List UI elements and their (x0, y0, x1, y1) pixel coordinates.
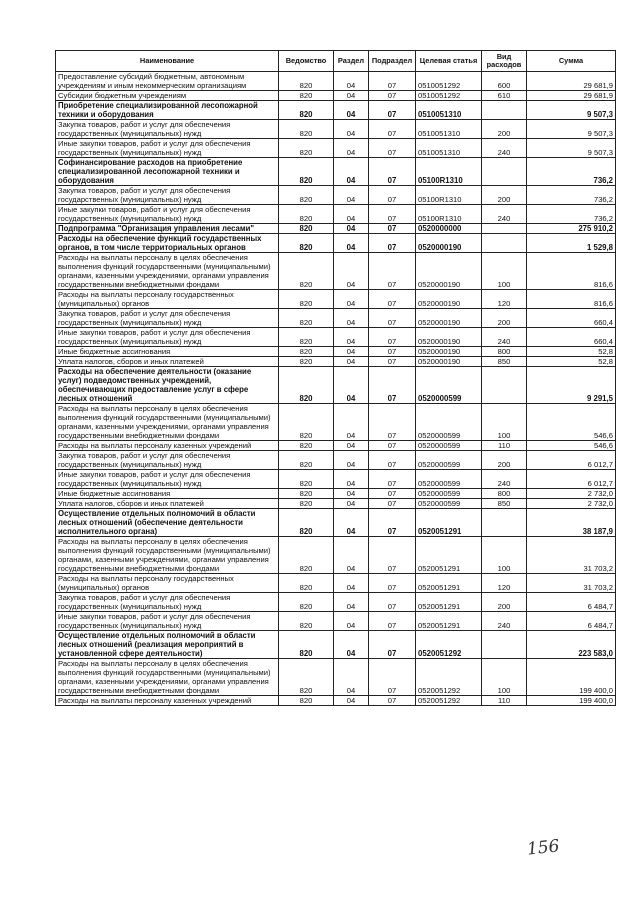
row-section-cell: 04 (334, 509, 369, 537)
row-kind-cell (482, 631, 527, 659)
row-dept-cell: 820 (279, 205, 334, 224)
row-name-cell: Расходы на выплаты персоналу в целях обеспечения выполнения функций государственными (муниципальными) органами, казенными учреждениями, органами управления государственными внебюджетными фондами (56, 253, 279, 290)
row-section-cell: 04 (334, 489, 369, 499)
row-name-cell: Закупка товаров, работ и услуг для обеспечения государственных (муниципальных) нужд (56, 186, 279, 205)
row-dept-cell: 820 (279, 574, 334, 593)
row-subsection-cell: 07 (369, 537, 416, 574)
row-dept-cell: 820 (279, 101, 334, 120)
row-kind-cell: 240 (482, 328, 527, 347)
row-subsection-cell: 07 (369, 186, 416, 205)
table-row (56, 574, 616, 593)
row-amount-cell: 275 910,2 (527, 224, 616, 234)
table-row (56, 158, 616, 186)
row-section-cell: 04 (334, 328, 369, 347)
row-amount-cell: 199 400,0 (527, 696, 616, 706)
table-header-row (56, 51, 616, 72)
row-target-cell: 0520000190 (416, 347, 482, 357)
row-section-cell: 04 (334, 441, 369, 451)
row-subsection-cell: 07 (369, 593, 416, 612)
row-subsection-cell: 07 (369, 631, 416, 659)
table-row (56, 509, 616, 537)
row-amount-cell: 546,6 (527, 441, 616, 451)
row-kind-cell: 100 (482, 253, 527, 290)
row-amount-cell: 660,4 (527, 328, 616, 347)
row-target-cell: 0520051291 (416, 509, 482, 537)
row-kind-cell (482, 367, 527, 404)
row-kind-cell: 100 (482, 537, 527, 574)
row-kind-cell: 110 (482, 441, 527, 451)
row-dept-cell: 820 (279, 499, 334, 509)
header-kind: Вид расходов (482, 51, 527, 72)
row-section-cell: 04 (334, 574, 369, 593)
row-kind-cell: 120 (482, 574, 527, 593)
row-amount-cell: 38 187,9 (527, 509, 616, 537)
row-dept-cell: 820 (279, 139, 334, 158)
row-kind-cell: 110 (482, 696, 527, 706)
row-name-cell: Закупка товаров, работ и услуг для обеспечения государственных (муниципальных) нужд (56, 593, 279, 612)
row-kind-cell: 200 (482, 186, 527, 205)
row-section-cell: 04 (334, 91, 369, 101)
table-row (56, 441, 616, 451)
row-section-cell: 04 (334, 499, 369, 509)
row-subsection-cell: 07 (369, 253, 416, 290)
row-name-cell: Расходы на обеспечение деятельности (оказание услуг) подведомственных учреждений, обеспечивающих предоставление услуг в сфере лесных отношений (56, 367, 279, 404)
row-subsection-cell: 07 (369, 367, 416, 404)
table-row (56, 537, 616, 574)
row-target-cell: 0520000000 (416, 224, 482, 234)
row-subsection-cell: 07 (369, 659, 416, 696)
table-row (56, 101, 616, 120)
row-target-cell: 0520000599 (416, 470, 482, 489)
row-dept-cell: 820 (279, 253, 334, 290)
row-subsection-cell: 07 (369, 489, 416, 499)
row-dept-cell: 820 (279, 367, 334, 404)
row-subsection-cell: 07 (369, 101, 416, 120)
row-subsection-cell: 07 (369, 357, 416, 367)
table-row (56, 309, 616, 328)
row-target-cell: 0520000599 (416, 441, 482, 451)
row-section-cell: 04 (334, 309, 369, 328)
row-subsection-cell: 07 (369, 328, 416, 347)
row-target-cell: 0520000599 (416, 367, 482, 404)
row-target-cell: 0520051291 (416, 574, 482, 593)
table-row (56, 499, 616, 509)
row-target-cell: 0510051310 (416, 101, 482, 120)
row-amount-cell: 31 703,2 (527, 537, 616, 574)
row-amount-cell: 199 400,0 (527, 659, 616, 696)
row-amount-cell: 1 529,8 (527, 234, 616, 253)
row-section-cell: 04 (334, 120, 369, 139)
row-target-cell: 0520000190 (416, 253, 482, 290)
row-dept-cell: 820 (279, 537, 334, 574)
row-name-cell: Расходы на выплаты персоналу в целях обеспечения выполнения функций государственными (муниципальными) органами, казенными учреждениями, органами управления государственными внебюджетными фондами (56, 404, 279, 441)
row-name-cell: Иные закупки товаров, работ и услуг для обеспечения государственных (муниципальных) нужд (56, 328, 279, 347)
table-row (56, 234, 616, 253)
row-target-cell: 0520000599 (416, 499, 482, 509)
row-section-cell: 04 (334, 72, 369, 91)
row-target-cell: 0520000190 (416, 309, 482, 328)
table-row (56, 404, 616, 441)
row-dept-cell: 820 (279, 309, 334, 328)
row-section-cell: 04 (334, 631, 369, 659)
row-name-cell: Закупка товаров, работ и услуг для обеспечения государственных (муниципальных) нужд (56, 309, 279, 328)
header-subsection: Подраздел (369, 51, 416, 72)
row-kind-cell (482, 234, 527, 253)
row-name-cell: Расходы на выплаты персоналу казенных учреждений (56, 441, 279, 451)
table-row (56, 120, 616, 139)
row-dept-cell: 820 (279, 290, 334, 309)
row-amount-cell: 9 507,3 (527, 120, 616, 139)
row-section-cell: 04 (334, 367, 369, 404)
row-target-cell: 0520000190 (416, 290, 482, 309)
row-name-cell: Закупка товаров, работ и услуг для обеспечения государственных (муниципальных) нужд (56, 451, 279, 470)
row-subsection-cell: 07 (369, 290, 416, 309)
row-target-cell: 0520000599 (416, 489, 482, 499)
row-dept-cell: 820 (279, 347, 334, 357)
row-subsection-cell: 07 (369, 205, 416, 224)
row-section-cell: 04 (334, 101, 369, 120)
row-section-cell: 04 (334, 593, 369, 612)
row-kind-cell: 240 (482, 205, 527, 224)
row-target-cell: 0520051292 (416, 631, 482, 659)
table-row (56, 696, 616, 706)
row-kind-cell (482, 158, 527, 186)
row-subsection-cell: 07 (369, 696, 416, 706)
row-dept-cell: 820 (279, 120, 334, 139)
row-amount-cell: 736,2 (527, 158, 616, 186)
row-subsection-cell: 07 (369, 347, 416, 357)
row-amount-cell: 816,6 (527, 290, 616, 309)
row-name-cell: Субсидии бюджетным учреждениям (56, 91, 279, 101)
row-name-cell: Иные закупки товаров, работ и услуг для обеспечения государственных (муниципальных) нужд (56, 612, 279, 631)
row-name-cell: Осуществление отдельных полномочий в области лесных отношений (реализация мероприятий в установленной сфере деятельности) (56, 631, 279, 659)
row-target-cell: 0520051291 (416, 537, 482, 574)
row-section-cell: 04 (334, 451, 369, 470)
row-section-cell: 04 (334, 158, 369, 186)
table-row (56, 347, 616, 357)
row-target-cell: 0520051292 (416, 696, 482, 706)
row-dept-cell: 820 (279, 91, 334, 101)
row-dept-cell: 820 (279, 404, 334, 441)
row-section-cell: 04 (334, 205, 369, 224)
row-section-cell: 04 (334, 139, 369, 158)
row-dept-cell: 820 (279, 593, 334, 612)
row-dept-cell: 820 (279, 509, 334, 537)
row-kind-cell: 200 (482, 593, 527, 612)
row-target-cell: 0520000190 (416, 328, 482, 347)
table-row (56, 224, 616, 234)
row-amount-cell: 6 012,7 (527, 451, 616, 470)
row-dept-cell: 820 (279, 470, 334, 489)
row-target-cell: 0520051292 (416, 659, 482, 696)
budget-sheet (55, 50, 615, 706)
row-section-cell: 04 (334, 290, 369, 309)
row-name-cell: Иные бюджетные ассигнования (56, 347, 279, 357)
row-target-cell: 0520000599 (416, 451, 482, 470)
row-amount-cell: 29 681,9 (527, 72, 616, 91)
row-target-cell: 0520000190 (416, 234, 482, 253)
header-target: Целевая статья (416, 51, 482, 72)
table-row (56, 139, 616, 158)
row-subsection-cell: 07 (369, 234, 416, 253)
table-row (56, 205, 616, 224)
row-subsection-cell: 07 (369, 72, 416, 91)
row-dept-cell: 820 (279, 328, 334, 347)
row-amount-cell: 660,4 (527, 309, 616, 328)
row-name-cell: Подпрограмма "Организация управления лесами" (56, 224, 279, 234)
row-kind-cell: 240 (482, 139, 527, 158)
row-kind-cell (482, 509, 527, 537)
row-dept-cell: 820 (279, 72, 334, 91)
row-section-cell: 04 (334, 537, 369, 574)
table-row (56, 451, 616, 470)
row-name-cell: Приобретение специализированной лесопожарной техники и оборудования (56, 101, 279, 120)
row-amount-cell: 736,2 (527, 205, 616, 224)
row-amount-cell: 9 291,5 (527, 367, 616, 404)
row-name-cell: Расходы на выплаты персоналу казенных учреждений (56, 696, 279, 706)
row-kind-cell: 200 (482, 309, 527, 328)
row-subsection-cell: 07 (369, 404, 416, 441)
header-amount: Сумма (527, 51, 616, 72)
row-subsection-cell: 07 (369, 158, 416, 186)
row-dept-cell: 820 (279, 659, 334, 696)
row-amount-cell: 546,6 (527, 404, 616, 441)
table-row (56, 367, 616, 404)
row-kind-cell: 850 (482, 499, 527, 509)
row-target-cell: 0520000190 (416, 357, 482, 367)
row-amount-cell: 2 732,0 (527, 489, 616, 499)
row-kind-cell: 600 (482, 72, 527, 91)
row-name-cell: Расходы на обеспечение функций государственных органов, в том числе территориальных органов (56, 234, 279, 253)
row-section-cell: 04 (334, 659, 369, 696)
row-name-cell: Иные закупки товаров, работ и услуг для обеспечения государственных (муниципальных) нужд (56, 470, 279, 489)
table-row (56, 489, 616, 499)
row-name-cell: Осуществление отдельных полномочий в области лесных отношений (обеспечение деятельности исполнительного органа) (56, 509, 279, 537)
row-subsection-cell: 07 (369, 224, 416, 234)
row-section-cell: 04 (334, 357, 369, 367)
table-row (56, 186, 616, 205)
row-subsection-cell: 07 (369, 91, 416, 101)
budget-table (55, 50, 616, 706)
row-name-cell: Иные бюджетные ассигнования (56, 489, 279, 499)
row-dept-cell: 820 (279, 489, 334, 499)
row-name-cell: Уплата налогов, сборов и иных платежей (56, 499, 279, 509)
row-subsection-cell: 07 (369, 574, 416, 593)
row-amount-cell: 9 507,3 (527, 101, 616, 120)
row-amount-cell: 29 681,9 (527, 91, 616, 101)
table-row (56, 253, 616, 290)
row-target-cell: 0510051292 (416, 72, 482, 91)
row-dept-cell: 820 (279, 357, 334, 367)
table-row (56, 612, 616, 631)
table-row (56, 72, 616, 91)
row-amount-cell: 52,8 (527, 357, 616, 367)
row-target-cell: 0510051310 (416, 139, 482, 158)
row-target-cell: 05100R1310 (416, 158, 482, 186)
row-dept-cell: 820 (279, 224, 334, 234)
row-name-cell: Софинансирование расходов на приобретение специализированной лесопожарной техники и оборудования (56, 158, 279, 186)
row-subsection-cell: 07 (369, 451, 416, 470)
row-target-cell: 0510051292 (416, 91, 482, 101)
row-amount-cell: 223 583,0 (527, 631, 616, 659)
table-row (56, 91, 616, 101)
row-kind-cell: 800 (482, 347, 527, 357)
row-amount-cell: 52,8 (527, 347, 616, 357)
row-subsection-cell: 07 (369, 120, 416, 139)
row-subsection-cell: 07 (369, 441, 416, 451)
row-amount-cell: 6 012,7 (527, 470, 616, 489)
row-kind-cell: 200 (482, 451, 527, 470)
row-subsection-cell: 07 (369, 499, 416, 509)
header-section: Раздел (334, 51, 369, 72)
row-section-cell: 04 (334, 404, 369, 441)
row-kind-cell: 610 (482, 91, 527, 101)
row-name-cell: Закупка товаров, работ и услуг для обеспечения государственных (муниципальных) нужд (56, 120, 279, 139)
table-row (56, 593, 616, 612)
row-kind-cell: 240 (482, 612, 527, 631)
table-row (56, 470, 616, 489)
row-amount-cell: 736,2 (527, 186, 616, 205)
header-name: Наименование (56, 51, 279, 72)
page-number: 156 (526, 836, 561, 860)
header-dept: Ведомство (279, 51, 334, 72)
row-section-cell: 04 (334, 696, 369, 706)
row-section-cell: 04 (334, 224, 369, 234)
row-amount-cell: 31 703,2 (527, 574, 616, 593)
row-amount-cell: 816,6 (527, 253, 616, 290)
table-row (56, 631, 616, 659)
row-kind-cell (482, 101, 527, 120)
row-target-cell: 0510051310 (416, 120, 482, 139)
row-name-cell: Расходы на выплаты персоналу государственных (муниципальных) органов (56, 290, 279, 309)
row-kind-cell: 100 (482, 404, 527, 441)
row-kind-cell (482, 224, 527, 234)
row-kind-cell: 120 (482, 290, 527, 309)
row-dept-cell: 820 (279, 234, 334, 253)
row-dept-cell: 820 (279, 441, 334, 451)
row-subsection-cell: 07 (369, 470, 416, 489)
row-dept-cell: 820 (279, 612, 334, 631)
table-row (56, 290, 616, 309)
row-subsection-cell: 07 (369, 612, 416, 631)
row-dept-cell: 820 (279, 696, 334, 706)
row-subsection-cell: 07 (369, 509, 416, 537)
row-amount-cell: 2 732,0 (527, 499, 616, 509)
row-dept-cell: 820 (279, 186, 334, 205)
row-amount-cell: 9 507,3 (527, 139, 616, 158)
row-amount-cell: 6 484,7 (527, 593, 616, 612)
row-amount-cell: 6 484,7 (527, 612, 616, 631)
table-row (56, 328, 616, 347)
row-name-cell: Иные закупки товаров, работ и услуг для обеспечения государственных (муниципальных) нужд (56, 139, 279, 158)
row-kind-cell: 850 (482, 357, 527, 367)
row-dept-cell: 820 (279, 158, 334, 186)
row-dept-cell: 820 (279, 631, 334, 659)
row-section-cell: 04 (334, 253, 369, 290)
row-dept-cell: 820 (279, 451, 334, 470)
row-kind-cell: 800 (482, 489, 527, 499)
row-kind-cell: 100 (482, 659, 527, 696)
table-row (56, 659, 616, 696)
row-target-cell: 05100R1310 (416, 205, 482, 224)
row-subsection-cell: 07 (369, 309, 416, 328)
row-name-cell: Расходы на выплаты персоналу в целях обеспечения выполнения функций государственными (муниципальными) органами, казенными учреждениями, органами управления государственными внебюджетными фондами (56, 659, 279, 696)
row-target-cell: 0520051291 (416, 593, 482, 612)
row-kind-cell: 240 (482, 470, 527, 489)
row-subsection-cell: 07 (369, 139, 416, 158)
row-target-cell: 0520000599 (416, 404, 482, 441)
row-name-cell: Иные закупки товаров, работ и услуг для обеспечения государственных (муниципальных) нужд (56, 205, 279, 224)
row-kind-cell: 200 (482, 120, 527, 139)
row-name-cell: Уплата налогов, сборов и иных платежей (56, 357, 279, 367)
row-name-cell: Предоставление субсидий бюджетным, автономным учреждениям и иным некоммерческим организациям (56, 72, 279, 91)
row-name-cell: Расходы на выплаты персоналу государственных (муниципальных) органов (56, 574, 279, 593)
row-section-cell: 04 (334, 186, 369, 205)
row-section-cell: 04 (334, 347, 369, 357)
row-name-cell: Расходы на выплаты персоналу в целях обеспечения выполнения функций государственными (муниципальными) органами, казенными учреждениями, органами управления государственными внебюджетными фондами (56, 537, 279, 574)
row-target-cell: 0520051291 (416, 612, 482, 631)
row-target-cell: 05100R1310 (416, 186, 482, 205)
row-section-cell: 04 (334, 612, 369, 631)
row-section-cell: 04 (334, 470, 369, 489)
table-row (56, 357, 616, 367)
row-section-cell: 04 (334, 234, 369, 253)
